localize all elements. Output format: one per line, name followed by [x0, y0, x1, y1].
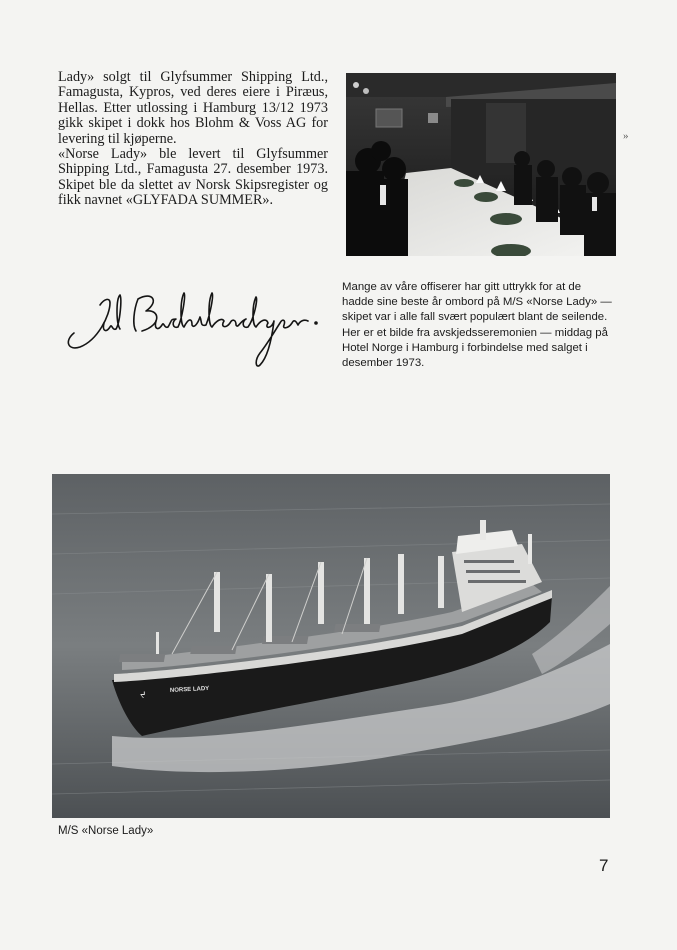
article-paragraph-1: Lady» solgt til Glyfsummer Shipping Ltd., Famagusta, Kypros, ved deres eiere i Piræus, Hellas. Etter utlossing i Hamburg 13/12 1973 gikk skipet i dokk hos Blohm & Voss AG for levering til kjøperne.: [58, 69, 328, 147]
handwritten-signature: [60, 285, 330, 375]
bow-emblem: ᔪ: [140, 690, 146, 700]
signature-graphic: [60, 285, 330, 375]
farewell-dinner-illustration: [346, 73, 616, 256]
ship-caption: M/S «Norse Lady»: [58, 825, 154, 837]
farewell-dinner-photo: [346, 73, 616, 256]
ship-photo: [52, 474, 610, 818]
dinner-caption-paragraph-1: Mange av våre offiserer har gitt uttrykk for at de hadde sine beste år ombord på M/S «Norse Lady» — skipet var i alle fall svært populært blant de seilende.: [342, 281, 612, 324]
margin-mark: »: [623, 130, 629, 142]
dinner-caption: [342, 280, 614, 371]
dinner-caption-paragraph-2: Her er et bilde fra avskjedsseremonien — middag på Hotel Norge i Hamburg i forbindelse med salget i desember 1973.: [342, 326, 608, 370]
article-paragraph-2: «Norse Lady» ble levert til Glyfsummer Shipping Ltd., Famagusta 27. desember 1973. Skipet ble da slettet av Norsk Skipsregister og fikk navnet «GLYFADA SUMMER».: [58, 146, 328, 209]
page-number: 7: [599, 856, 609, 875]
hull-name-text: NORSE LADY: [169, 685, 210, 694]
article-text-column: [58, 70, 328, 209]
ship-illustration: [52, 474, 610, 818]
